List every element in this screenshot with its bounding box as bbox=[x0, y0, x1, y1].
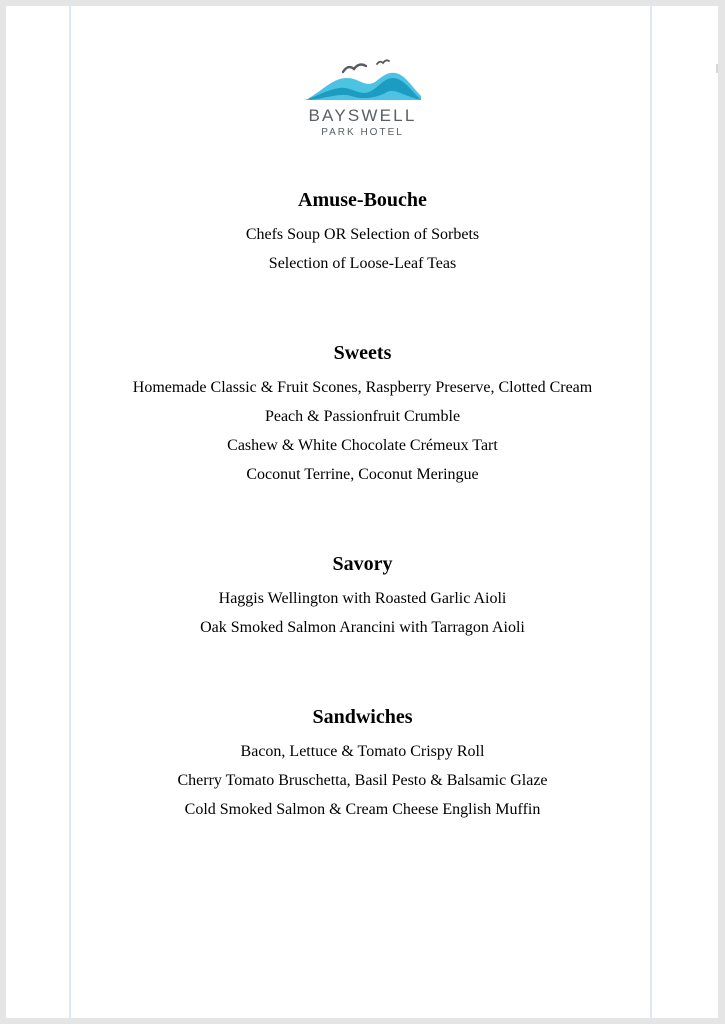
section-title: Savory bbox=[332, 553, 393, 575]
menu-item: Cold Smoked Salmon & Cream Cheese English Muffin bbox=[184, 801, 541, 818]
menu-item: Haggis Wellington with Roasted Garlic Aioli bbox=[218, 590, 507, 607]
section-sandwiches bbox=[0, 705, 725, 824]
section-savory bbox=[0, 552, 725, 642]
waves-and-birds-icon bbox=[303, 52, 423, 102]
bird-right-icon bbox=[377, 60, 389, 64]
hotel-name: BAYSWELL bbox=[308, 106, 417, 125]
page-margin-guide-right bbox=[650, 6, 652, 1018]
menu-item: Cashew & White Chocolate Crémeux Tart bbox=[227, 437, 498, 454]
hotel-logo bbox=[0, 52, 725, 138]
menu-item: Selection of Loose-Leaf Teas bbox=[268, 255, 457, 272]
menu-item: Bacon, Lettuce & Tomato Crispy Roll bbox=[240, 743, 485, 760]
menu-item: Homemade Classic & Fruit Scones, Raspberry Preserve, Clotted Cream bbox=[132, 379, 593, 396]
menu-item: Chefs Soup OR Selection of Sorbets bbox=[245, 226, 480, 243]
page-margin-guide-left bbox=[69, 6, 71, 1018]
section-title: Amuse-Bouche bbox=[298, 189, 427, 211]
menu-item: Coconut Terrine, Coconut Meringue bbox=[246, 466, 479, 483]
menu-item: Cherry Tomato Bruschetta, Basil Pesto & Balsamic Glaze bbox=[177, 772, 548, 789]
bird-left-icon bbox=[343, 65, 366, 72]
menu-page bbox=[6, 6, 718, 1018]
section-title: Sweets bbox=[333, 342, 392, 364]
menu-item: Peach & Passionfruit Crumble bbox=[264, 408, 461, 425]
hotel-subtitle: PARK HOTEL bbox=[321, 127, 404, 138]
menu-item: Oak Smoked Salmon Arancini with Tarragon Aioli bbox=[200, 619, 525, 636]
section-amuse-bouche bbox=[0, 188, 725, 278]
section-sweets bbox=[0, 341, 725, 489]
section-title: Sandwiches bbox=[312, 706, 413, 728]
